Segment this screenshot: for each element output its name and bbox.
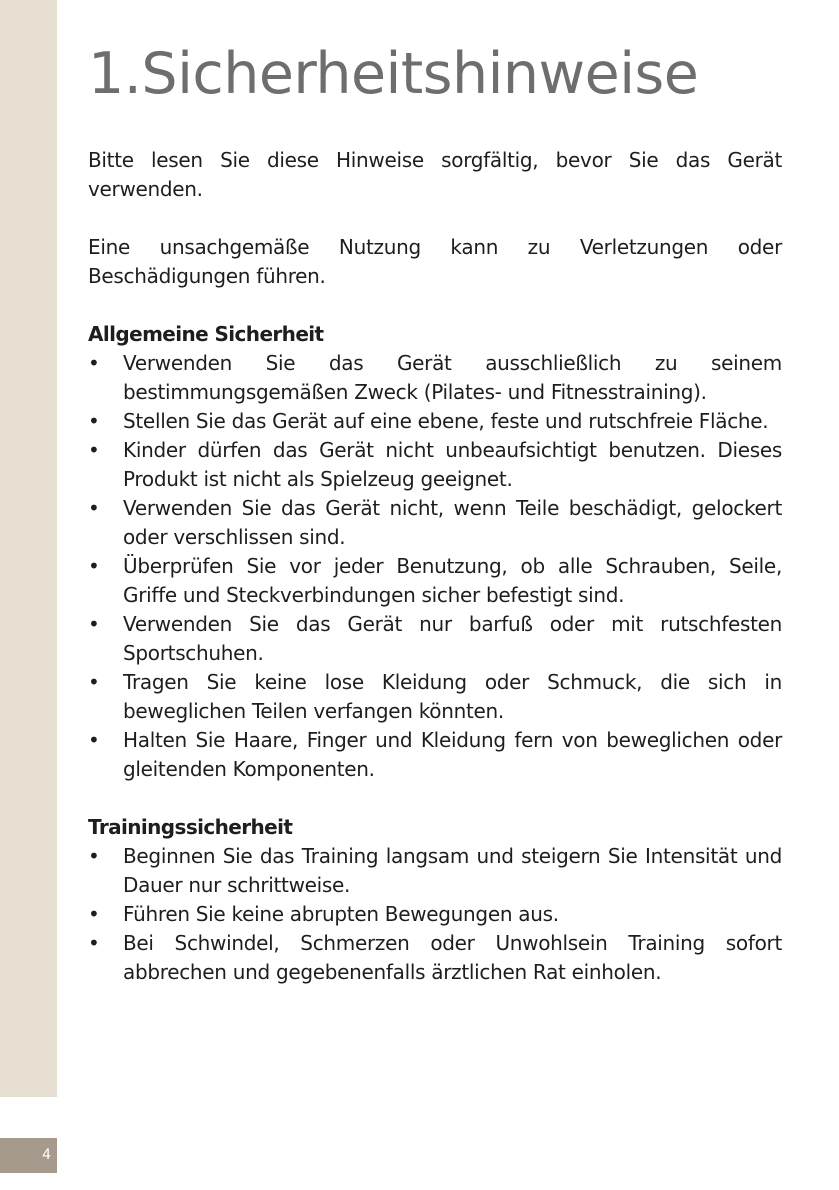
list-item-text: Verwenden Sie das Gerät nur barfuß oder mit rutschfesten Sportschuhen.	[123, 612, 782, 665]
intro-paragraph-misuse-warning: Eine unsachgemäße Nutzung kann zu Verletzungen oder Beschädigungen führen.	[88, 235, 782, 288]
list-item	[88, 842, 782, 900]
page-number: 4	[0, 1138, 57, 1173]
bullet-icon: •	[88, 612, 100, 636]
general-safety-heading: Allgemeine Sicherheit	[88, 322, 324, 346]
list-item-text: Halten Sie Haare, Finger und Kleidung fern von beweglichen oder gleitenden Komponenten.	[123, 728, 782, 781]
general-safety-list	[88, 349, 782, 784]
safety-content	[88, 146, 782, 1016]
list-item	[88, 668, 782, 726]
bullet-icon: •	[88, 670, 100, 694]
list-item-text: Überprüfen Sie vor jeder Benutzung, ob alle Schrauben, Seile, Griffe und Steckverbindungen sicher befestigt sind.	[123, 554, 782, 607]
list-item-text: Tragen Sie keine lose Kleidung oder Schmuck, die sich in beweglichen Teilen verfangen könnten.	[123, 670, 782, 723]
list-item-text: Führen Sie keine abrupten Bewegungen aus.	[123, 902, 559, 926]
intro-paragraph-read-first: Bitte lesen Sie diese Hinweise sorgfältig, bevor Sie das Gerät verwenden.	[88, 148, 782, 201]
bullet-icon: •	[88, 351, 100, 375]
list-item-text: Bei Schwindel, Schmerzen oder Unwohlsein Training sofort abbrechen und gegebenenfalls ärztlichen Rat einholen.	[123, 931, 782, 984]
bullet-icon: •	[88, 496, 100, 520]
page-title: 1.Sicherheitshinweise	[88, 41, 699, 107]
bullet-icon: •	[88, 902, 100, 926]
bullet-icon: •	[88, 554, 100, 578]
list-item	[88, 726, 782, 784]
list-item	[88, 610, 782, 668]
list-item-text: Stellen Sie das Gerät auf eine ebene, feste und rutschfreie Fläche.	[123, 409, 769, 433]
bullet-icon: •	[88, 438, 100, 462]
list-item	[88, 407, 782, 436]
list-item	[88, 552, 782, 610]
list-item-text: Verwenden Sie das Gerät nicht, wenn Teile beschädigt, gelockert oder verschlissen sind.	[123, 496, 782, 549]
training-safety-heading: Trainingssicherheit	[88, 815, 293, 839]
bullet-icon: •	[88, 409, 100, 433]
bullet-icon: •	[88, 728, 100, 752]
list-item	[88, 900, 782, 929]
list-item-text: Beginnen Sie das Training langsam und steigern Sie Intensität und Dauer nur schrittweise.	[123, 844, 782, 897]
bullet-icon: •	[88, 844, 100, 868]
list-item	[88, 929, 782, 987]
decorative-side-bar	[0, 0, 57, 1097]
bullet-icon: •	[88, 931, 100, 955]
list-item	[88, 349, 782, 407]
list-item	[88, 494, 782, 552]
list-item-text: Kinder dürfen das Gerät nicht unbeaufsichtigt benutzen. Dieses Produkt ist nicht als Spielzeug geeignet.	[123, 438, 782, 491]
list-item-text: Verwenden Sie das Gerät ausschließlich zu seinem bestimmungsgemäßen Zweck (Pilates- und Fitnesstraining).	[123, 351, 782, 404]
list-item	[88, 436, 782, 494]
training-safety-list	[88, 842, 782, 987]
